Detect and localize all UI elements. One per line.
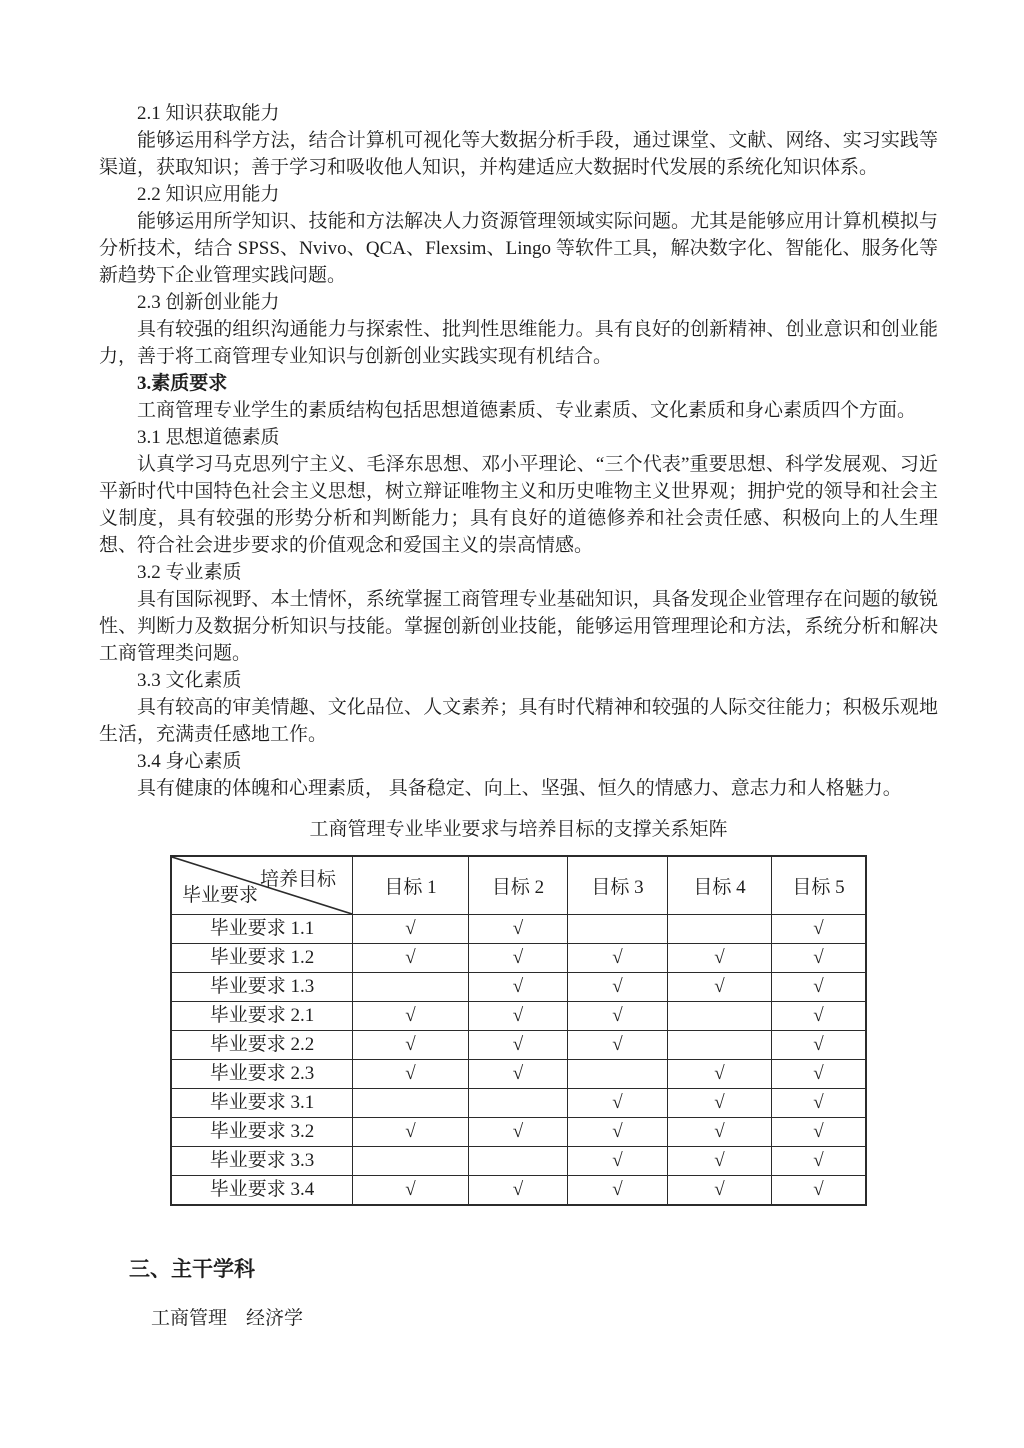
- check-cell: √: [772, 1118, 867, 1147]
- column-header-goal-5: 目标 5: [772, 856, 867, 915]
- paragraph: 具有较强的组织沟通能力与探索性、批判性思维能力。具有良好的创新精神、创业意识和创业能力，善于将工商管理专业知识与创新创业实践实现有机结合。: [99, 319, 938, 367]
- check-cell: √: [353, 915, 469, 944]
- row-label: 毕业要求 2.3: [171, 1060, 353, 1089]
- check-cell: √: [469, 1060, 568, 1089]
- empty-cell: [353, 1147, 469, 1176]
- paragraph: 能够运用所学知识、技能和方法解决人力资源管理领域实际问题。尤其是能够应用计算机模拟与分析技术，结合 SPSS、Nvivo、QCA、Flexsim、Lingo 等软件工具，解决数字化、智能化、服务化等新趋势下企业管理实践问题。: [99, 211, 938, 286]
- column-header-goal-1: 目标 1: [353, 856, 469, 915]
- check-cell: √: [568, 973, 668, 1002]
- check-cell: √: [469, 973, 568, 1002]
- empty-cell: [353, 1089, 469, 1118]
- table-row: [171, 944, 866, 973]
- check-cell: √: [772, 915, 867, 944]
- table-row: [171, 1031, 866, 1060]
- column-header-goal-4: 目标 4: [668, 856, 772, 915]
- check-cell: √: [668, 1089, 772, 1118]
- main-disciplines-text: 工商管理 经济学: [151, 1308, 304, 1329]
- empty-cell: [469, 1089, 568, 1118]
- check-cell: √: [772, 1089, 867, 1118]
- check-cell: √: [772, 973, 867, 1002]
- check-cell: √: [469, 944, 568, 973]
- check-cell: √: [568, 1089, 668, 1118]
- row-label: 毕业要求 3.4: [171, 1176, 353, 1206]
- section-heading-main-disciplines: 三、主干学科: [129, 1258, 255, 1281]
- check-cell: √: [353, 944, 469, 973]
- paragraph: 工商管理专业学生的素质结构包括思想道德素质、专业素质、文化素质和身心素质四个方面。: [137, 400, 917, 421]
- document-text-block: [99, 100, 938, 802]
- table-row: [171, 973, 866, 1002]
- paragraph: 具有国际视野、本土情怀，系统掌握工商管理专业基础知识，具备发现企业管理存在问题的敏锐性、判断力及数据分析知识与技能。掌握创新创业技能，能够运用管理理论和方法，系统分析和解决工商管理类问题。: [99, 589, 938, 664]
- check-cell: √: [568, 1002, 668, 1031]
- empty-cell: [668, 1002, 772, 1031]
- empty-cell: [668, 1031, 772, 1060]
- row-label: 毕业要求 3.1: [171, 1089, 353, 1118]
- section-subheading: 3.素质要求: [137, 373, 228, 394]
- paragraph: 认真学习马克思列宁主义、毛泽东思想、邓小平理论、“三个代表”重要思想、科学发展观、习近平新时代中国特色社会主义思想，树立辩证唯物主义和历史唯物主义世界观；拥护党的领导和社会主义制度，具有较强的形势分析和判断能力；具有良好的道德修养和社会责任感、积极向上的人生理想、符合社会进步要求的价值观念和爱国主义的崇高情感。: [99, 454, 938, 556]
- empty-cell: [568, 915, 668, 944]
- check-cell: √: [469, 1031, 568, 1060]
- check-cell: √: [353, 1002, 469, 1031]
- empty-cell: [469, 1147, 568, 1176]
- check-cell: √: [772, 1002, 867, 1031]
- table-row: [171, 1118, 866, 1147]
- section-subheading: 2.3 创新创业能力: [137, 292, 280, 313]
- table-row: [171, 915, 866, 944]
- table-row: [171, 1089, 866, 1118]
- support-matrix-header: [171, 856, 866, 915]
- column-header-goal-2: 目标 2: [469, 856, 568, 915]
- check-cell: √: [568, 1147, 668, 1176]
- check-cell: √: [772, 1147, 867, 1176]
- check-cell: √: [668, 973, 772, 1002]
- check-cell: √: [772, 1060, 867, 1089]
- check-cell: √: [469, 1002, 568, 1031]
- check-cell: √: [568, 1118, 668, 1147]
- empty-cell: [568, 1060, 668, 1089]
- check-cell: √: [668, 944, 772, 973]
- check-cell: √: [469, 1118, 568, 1147]
- check-cell: √: [772, 944, 867, 973]
- check-cell: √: [668, 1118, 772, 1147]
- table-row: [171, 1060, 866, 1089]
- row-label: 毕业要求 3.3: [171, 1147, 353, 1176]
- check-cell: √: [772, 1031, 867, 1060]
- table-row: [171, 1147, 866, 1176]
- check-cell: √: [353, 1031, 469, 1060]
- table-row: [171, 1002, 866, 1031]
- row-label: 毕业要求 3.2: [171, 1118, 353, 1147]
- table-row: [171, 1176, 866, 1206]
- check-cell: √: [353, 1176, 469, 1206]
- row-label: 毕业要求 2.2: [171, 1031, 353, 1060]
- check-cell: √: [568, 944, 668, 973]
- support-matrix-table: [170, 855, 867, 1206]
- diagonal-header-cell: [171, 856, 353, 915]
- table-title: 工商管理专业毕业要求与培养目标的支撑关系矩阵: [309, 819, 728, 840]
- row-label: 毕业要求 1.1: [171, 915, 353, 944]
- paragraph: 能够运用科学方法，结合计算机可视化等大数据分析手段，通过课堂、文献、网络、实习实践等渠道，获取知识；善于学习和吸收他人知识，并构建适应大数据时代发展的系统化知识体系。: [99, 130, 938, 178]
- check-cell: √: [772, 1176, 867, 1206]
- paragraph: 具有较高的审美情趣、文化品位、人文素养；具有时代精神和较强的人际交往能力；积极乐观地生活，充满责任感地工作。: [99, 697, 938, 745]
- check-cell: √: [668, 1176, 772, 1206]
- check-cell: √: [469, 1176, 568, 1206]
- empty-cell: [353, 973, 469, 1002]
- row-label: 毕业要求 2.1: [171, 1002, 353, 1031]
- check-cell: √: [568, 1176, 668, 1206]
- section-subheading: 2.2 知识应用能力: [137, 184, 280, 205]
- row-label: 毕业要求 1.2: [171, 944, 353, 973]
- check-cell: √: [568, 1031, 668, 1060]
- check-cell: √: [353, 1118, 469, 1147]
- check-cell: √: [353, 1060, 469, 1089]
- column-header-goal-3: 目标 3: [568, 856, 668, 915]
- section-subheading: 2.1 知识获取能力: [137, 103, 280, 124]
- section-subheading: 3.3 文化素质: [137, 670, 242, 691]
- check-cell: √: [668, 1147, 772, 1176]
- section-subheading: 3.4 身心素质: [137, 751, 242, 772]
- paragraph: 具有健康的体魄和心理素质， 具备稳定、向上、坚强、恒久的情感力、意志力和人格魅力。: [137, 778, 902, 799]
- check-cell: √: [469, 915, 568, 944]
- section-subheading: 3.2 专业素质: [137, 562, 242, 583]
- support-matrix-body: [171, 915, 866, 1206]
- row-label: 毕业要求 1.3: [171, 973, 353, 1002]
- check-cell: √: [668, 1060, 772, 1089]
- empty-cell: [668, 915, 772, 944]
- corner-label-training-goals: 培养目标: [259, 869, 336, 890]
- section-subheading: 3.1 思想道德素质: [137, 427, 280, 448]
- corner-label-graduation-requirements: 毕业要求: [182, 885, 259, 906]
